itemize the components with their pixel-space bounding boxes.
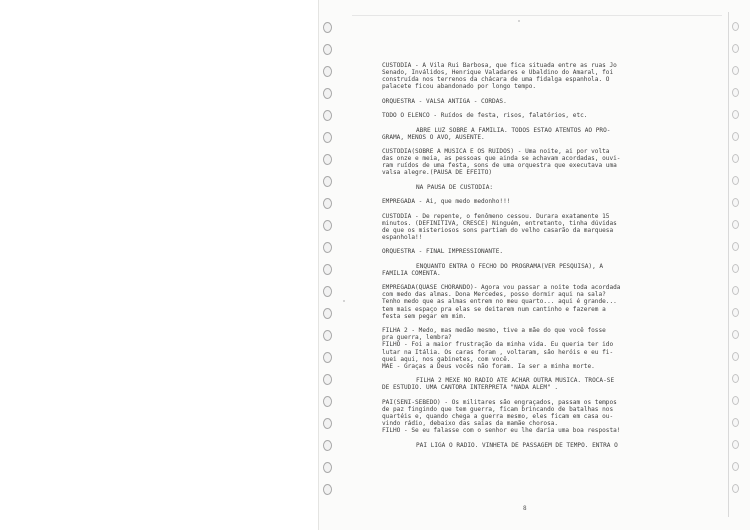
binder-hole xyxy=(323,22,332,33)
script-paragraph xyxy=(382,284,678,320)
paragraph-gap xyxy=(382,205,678,212)
script-paragraph xyxy=(382,184,678,191)
script-line: das onze e meia, as pessoas que ainda se achavam acordadas, ouvi- xyxy=(382,155,621,163)
binder-hole xyxy=(732,462,739,471)
script-line: NA PAUSA DE CUSTODIA: xyxy=(416,183,494,191)
paragraph-gap xyxy=(382,141,678,148)
binder-hole xyxy=(732,176,739,185)
script-body xyxy=(382,62,678,449)
binder-hole xyxy=(732,66,739,75)
script-line: FILHO - Se eu falasse com o senhor eu lhe daria uma boa resposta! xyxy=(382,427,621,435)
right-margin-line xyxy=(728,12,729,517)
script-line: palacete ficou abandonado por longo tempo. xyxy=(382,83,537,91)
binder-hole xyxy=(323,198,332,209)
binder-holes-left xyxy=(323,22,337,502)
script-line: GRAMA, MENOS O AVO, AUSENTE. xyxy=(382,133,485,141)
script-line: pra guerra, lembra? xyxy=(382,334,452,342)
script-paragraph xyxy=(382,377,678,391)
script-line: tem mais espaço pra elas se deitarem num cantinho e fazerem a xyxy=(382,305,606,313)
binder-hole xyxy=(323,132,332,143)
binder-hole xyxy=(732,154,739,163)
binder-hole xyxy=(323,396,332,407)
script-line: Senado, Inválidos, Henrique Valadares e Ubaldino do Amaral, foi xyxy=(382,69,614,77)
binder-hole xyxy=(323,286,332,297)
paragraph-gap xyxy=(382,241,678,248)
script-paragraph xyxy=(382,127,678,141)
binder-hole xyxy=(732,198,739,207)
script-paragraph xyxy=(382,399,678,435)
binder-hole xyxy=(732,132,739,141)
binder-hole xyxy=(732,396,739,405)
binder-hole xyxy=(323,374,332,385)
binder-hole xyxy=(732,440,739,449)
script-line: FILHA 2 MEXE NO RADIO ATE ACHAR OUTRA MUSICA. TROCA-SE xyxy=(416,377,615,385)
binder-hole xyxy=(732,308,739,317)
script-line: valsa alegre.(PAUSA DE EFEITO) xyxy=(382,169,493,177)
script-line: construída nos terrenos da chácara de uma fidalga espanhola. O xyxy=(382,76,610,84)
top-rule xyxy=(352,15,722,16)
script-line: de que os misteriosos sons partiam do velho casarão da marquesa xyxy=(382,226,614,234)
paragraph-gap xyxy=(382,277,678,284)
blank-area xyxy=(0,0,318,530)
script-line: CUSTODIA - A Vila Rui Barbosa, que fica situada entre as ruas Jo xyxy=(382,62,617,69)
binder-hole xyxy=(323,176,332,187)
binder-hole xyxy=(732,110,739,119)
binder-hole xyxy=(323,330,332,341)
script-line: CUSTODIA - De repente, o fenômeno cessou. Durara exatamente 15 xyxy=(382,212,610,220)
script-paragraph xyxy=(382,213,678,242)
paragraph-gap xyxy=(382,191,678,198)
binder-hole xyxy=(732,418,739,427)
binder-hole xyxy=(323,242,332,253)
script-line: Tenho medo que as almas entrem no meu quarto... aqui é grande... xyxy=(382,298,617,306)
paragraph-gap xyxy=(382,255,678,262)
script-line: EMPREGADA(QUASE CHORANDO)- Agora vou passar a noite toda acordada xyxy=(382,284,621,292)
script-line: lutar na Itália. Os caras foram , voltaram, são heróis e eu fi- xyxy=(382,348,614,356)
binder-hole xyxy=(732,88,739,97)
binder-hole xyxy=(323,44,332,55)
binder-hole xyxy=(323,88,332,99)
page-number: 8 xyxy=(523,505,527,512)
script-line: quartéis e, quando chega a guerra mesmo, eles ficam em casa ou- xyxy=(382,413,614,421)
binder-hole xyxy=(323,66,332,77)
script-line: vindo rádio, debaixo das saias da mamãe chorosa. xyxy=(382,420,559,428)
script-paragraph xyxy=(382,112,678,119)
paragraph-gap xyxy=(382,91,678,98)
binder-hole xyxy=(323,308,332,319)
script-line: espanhola!! xyxy=(382,233,423,241)
script-line: FILHA 2 - Medo, mas medão mesmo, tive a mãe do que você fosse xyxy=(382,327,606,335)
binder-hole xyxy=(732,242,739,251)
script-line: CUSTODIA(SOBRE A MUSICA E OS RUIDOS) - Uma noite, ai por volta xyxy=(382,148,610,155)
script-line: DE ESTUDIO. UMA CANTORA INTERPRETA "NADA ALEM" . xyxy=(382,384,559,392)
script-line: com medo das almas. Dona Mercedes, posso dormir aqui na sala? xyxy=(382,291,606,299)
binder-hole xyxy=(732,220,739,229)
binder-hole xyxy=(732,44,739,53)
binder-hole xyxy=(323,484,332,495)
script-paragraph xyxy=(382,62,678,91)
script-line: quei aqui, nos gabinetes, com você. xyxy=(382,355,511,363)
paragraph-gap xyxy=(382,392,678,399)
script-line: ORQUESTRA - FINAL IMPRESSIONANTE. xyxy=(382,248,504,256)
script-line: ABRE LUZ SOBRE A FAMILIA. TODOS ESTAO ATENTOS AO PRO- xyxy=(416,126,611,134)
binder-hole xyxy=(323,220,332,231)
script-paragraph xyxy=(382,98,678,105)
binder-hole xyxy=(732,22,739,31)
script-line: ENQUANTO ENTRA O FECHO DO PROGRAMA(VER PESQUISA), A xyxy=(416,262,604,270)
paper-speck xyxy=(343,300,345,302)
binder-hole xyxy=(732,484,739,493)
binder-hole xyxy=(323,352,332,363)
binder-hole xyxy=(323,462,332,473)
script-line: ram ruídos de uma festa, sons de uma orquestra que executava uma xyxy=(382,162,617,170)
script-paragraph xyxy=(382,248,678,255)
binder-hole xyxy=(732,264,739,273)
script-line: EMPREGADA - Ai, que medo medonho!!! xyxy=(382,198,511,206)
paragraph-gap xyxy=(382,177,678,184)
script-line: PAI(SENI-SEBEDO) - Os militares são engraçados, passam os tempos xyxy=(382,398,617,406)
paragraph-gap xyxy=(382,370,678,377)
script-paragraph xyxy=(382,148,678,177)
script-paragraph xyxy=(382,442,678,449)
script-line: PAI LIGA O RADIO. VINHETA DE PASSAGEM DE TEMPO. ENTRA O xyxy=(416,441,618,449)
binder-hole xyxy=(323,264,332,275)
script-line: MAE - Graças a Deus vocês não foram. Ia ser a minha morte. xyxy=(382,362,595,370)
script-line: de paz fingindo que tem guerra, ficam brincando de batalhas nos xyxy=(382,405,614,413)
script-paragraph xyxy=(382,327,678,370)
binder-hole xyxy=(732,286,739,295)
script-line: festa sem pegar em mim. xyxy=(382,312,467,320)
binder-hole xyxy=(323,110,332,121)
binder-hole xyxy=(323,418,332,429)
binder-hole xyxy=(323,440,332,451)
binder-hole xyxy=(732,330,739,339)
script-line: FILHO - Foi a maior frustração da minha vida. Eu queria ter ido xyxy=(382,341,614,349)
script-line: FAMILIA COMENTA. xyxy=(382,269,441,277)
paragraph-gap xyxy=(382,119,678,126)
script-paragraph xyxy=(382,263,678,277)
script-paragraph xyxy=(382,198,678,205)
paragraph-gap xyxy=(382,435,678,442)
binder-hole xyxy=(323,154,332,165)
binder-hole xyxy=(732,352,739,361)
script-line: ORQUESTRA - VALSA ANTIGA - CORDAS. xyxy=(382,97,507,105)
binder-holes-right xyxy=(732,22,746,502)
paper-speck xyxy=(518,20,520,22)
script-line: TODO O ELENCO - Ruídos de festa, risos, falatórios, etc. xyxy=(382,112,588,120)
script-line: minutos. (DEFINITIVA, CRESCE) Ninguém, entretanto, tinha dúvidas xyxy=(382,219,617,227)
binder-hole xyxy=(732,374,739,383)
